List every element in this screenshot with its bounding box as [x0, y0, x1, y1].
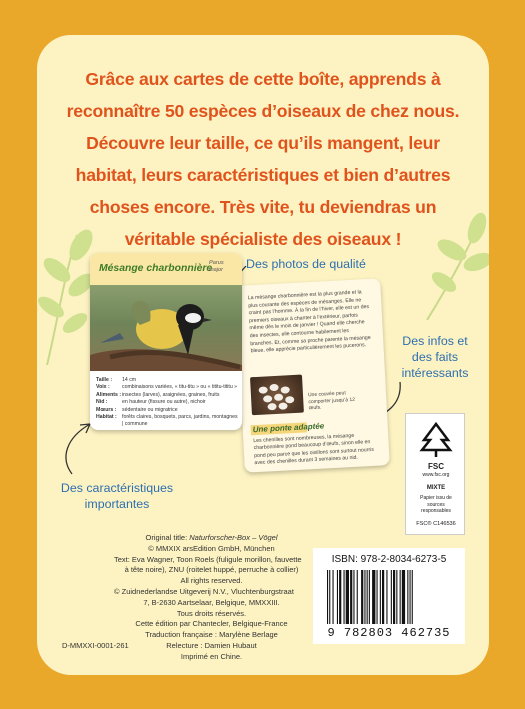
barcode-bar: [386, 570, 387, 624]
fact-key: Nid :: [96, 399, 108, 406]
credit-line: All rights reserved.: [180, 576, 243, 586]
credit-line: [114, 533, 309, 544]
fact-key: Mœurs :: [96, 406, 117, 413]
credit-line: Traduction française : Marylène Berlage: [145, 630, 278, 640]
fact-value: insectes (larves), araignées, graines, fruits: [122, 391, 220, 398]
barcode-bar: [337, 570, 338, 624]
credit-line: Tous droits réservés.: [176, 608, 247, 618]
barcode-bar: [369, 570, 370, 624]
barcode-bar: [412, 570, 413, 624]
callout-infos: [395, 333, 475, 381]
barcode-bar: [407, 570, 408, 624]
barcode-bar: [382, 570, 384, 624]
credit-line: Imprimé en Chine.: [180, 651, 243, 661]
fact-value: en hauteur (fissure ou autre), nichoir: [122, 399, 206, 406]
barcode-bar: [380, 570, 381, 624]
barcode-bar: [372, 570, 375, 624]
barcode-bar: [357, 570, 358, 624]
credit-line: Relecture : Damien Hubaut: [166, 640, 257, 650]
fsc-mixte: MIXTE: [426, 485, 446, 491]
barcode-digits: 9 782803 462735: [327, 626, 451, 640]
barcode-bar: [327, 570, 328, 624]
intro-line: Découvre leur taille, ce qu’ils mangent, leur: [86, 133, 440, 153]
fact-row: [96, 392, 239, 399]
barcode-bar: [367, 570, 368, 624]
barcode-bar: [400, 570, 401, 624]
barcode-bar: [350, 570, 352, 624]
callout-photos-text: Des photos de qualité: [246, 257, 366, 271]
fsc-brand: FSC: [428, 462, 444, 471]
barcode-bar: [333, 570, 334, 624]
callout-caract-line: importantes: [84, 497, 150, 511]
barcode-bar: [393, 570, 395, 624]
species-facts: [96, 377, 239, 429]
eggs-caption: Une couvée peut comporter jusqu’à 12 œufs.: [307, 390, 356, 412]
fact-row: [96, 399, 239, 406]
barcode-bar: [391, 570, 392, 624]
intro-line: véritable spécialiste des oiseaux !: [124, 229, 402, 249]
fact-row: [96, 407, 239, 414]
barcode-bar: [396, 570, 397, 624]
credits-block: [114, 533, 309, 663]
barcode-bar: [329, 570, 330, 624]
eggs-photo: [250, 375, 304, 416]
fact-key: Aliments :: [96, 391, 122, 398]
barcode-bar: [339, 570, 341, 624]
intro-line: habitat, leurs caractéristiques et bien d’autres: [75, 165, 451, 185]
species-card: [90, 253, 242, 430]
reference-code: D-MMXXI-0001-261: [62, 641, 129, 650]
intro-line: reconnaître 50 espèces d’oiseaux de chez nous.: [66, 101, 460, 121]
fact-value: sédentaire ou migratrice: [122, 406, 178, 413]
credit-line: Cette édition par Chantecler, Belgique-France: [135, 619, 288, 629]
credit-line: © MMXIX arsEdition GmbH, München: [148, 543, 275, 553]
info-card-text-2: Les chenilles sont nombreuses, la mésange charbonnière pond beaucoup d’œufs, sinon elle en pond peu parce que les oisillons sont surtout nourris avec des chenilles durant 3 semaines au nid.: [253, 432, 375, 467]
fsc-tree-icon: [416, 420, 456, 460]
barcode-bar: [402, 570, 405, 624]
fact-key: Habitat :: [96, 414, 117, 421]
fact-value: combinaisons variées, « titu-titu » ou « tititu-tititu »: [122, 384, 238, 391]
fact-value: 14 cm: [122, 377, 137, 383]
fsc-description: Papier issu de sources responsables: [420, 495, 452, 514]
intro-paragraph: [37, 63, 489, 255]
barcode-bar: [364, 570, 365, 624]
callout-caracteristiques: [52, 480, 182, 512]
species-latin-name: Parus major: [209, 260, 224, 273]
barcode-bar: [346, 570, 349, 624]
fact-row: [96, 414, 239, 429]
barcode-bar: [410, 570, 411, 624]
barcode-bar: [377, 570, 378, 624]
barcode-bars: [327, 570, 455, 624]
callout-infos-line: Des infos et: [402, 334, 468, 348]
fact-key: Taille :: [96, 377, 113, 383]
isbn-text: ISBN: 978-2-8034-6273-5: [331, 554, 447, 565]
fact-row: [96, 384, 239, 391]
credit-original-title: Naturforscher-Box – Vögel: [189, 533, 278, 542]
credit-line: Text: Eva Wagner, Toon Roels (fuligule morillon, fauvette: [114, 554, 302, 564]
fact-value: forêts claires, bosquets, parcs, jardins, montagnes | commune: [122, 414, 238, 428]
fsc-code: FSC® C146536: [416, 521, 456, 527]
callout-infos-line: intéressants: [401, 366, 469, 380]
callout-infos-line: des faits: [411, 350, 459, 364]
fsc-label: [405, 413, 465, 535]
species-card-title: Mésange charbonnière: [99, 263, 213, 274]
info-card-text: La mésange charbonnière est la plus grande et la plus courante des espèces de mésanges. Elle ne craint pas l’homme. À la fin de l’hiver, elle est un des premiers oiseaux à chanter à l’extérieur, parfois même dès le mois de janvier ! Quand elle cherche des insectes, elle contourne habilement les branches. Et, comme sa proche parente la mésange bleue, elle apprécie particulièrement les pucerons.: [247, 289, 371, 355]
barcode-bar: [353, 570, 354, 624]
credit-line: © Zuidnederlandse Uitgeverij N.V., Vluchtenburgstraat: [114, 586, 294, 596]
credit-line: à tête noire), ZNU (roitelet huppé, perruche à collier): [124, 565, 299, 575]
callout-photos: [246, 256, 366, 272]
info-card-subtitle: Une ponte adaptée: [252, 421, 325, 435]
bird-photo: [90, 285, 242, 371]
fsc-url: www.fsc.org: [422, 472, 450, 478]
barcode-bar: [344, 570, 345, 624]
credit-original-prefix: Original title:: [145, 533, 190, 542]
fact-row: [96, 377, 239, 384]
barcode-bar: [361, 570, 363, 624]
isbn-barcode: [313, 548, 465, 644]
info-card: [235, 278, 390, 472]
great-tit-illustration: [90, 285, 242, 371]
intro-line: Grâce aux cartes de cette boîte, apprends à: [85, 69, 441, 89]
callout-caract-line: Des caractéristiques: [60, 481, 174, 495]
credit-line: 7, B-2630 Aartselaar, Belgique, MMXXIII.: [143, 597, 280, 607]
intro-line: choses encore. Très vite, tu deviendras un: [89, 197, 437, 217]
fact-key: Voix :: [96, 384, 110, 391]
